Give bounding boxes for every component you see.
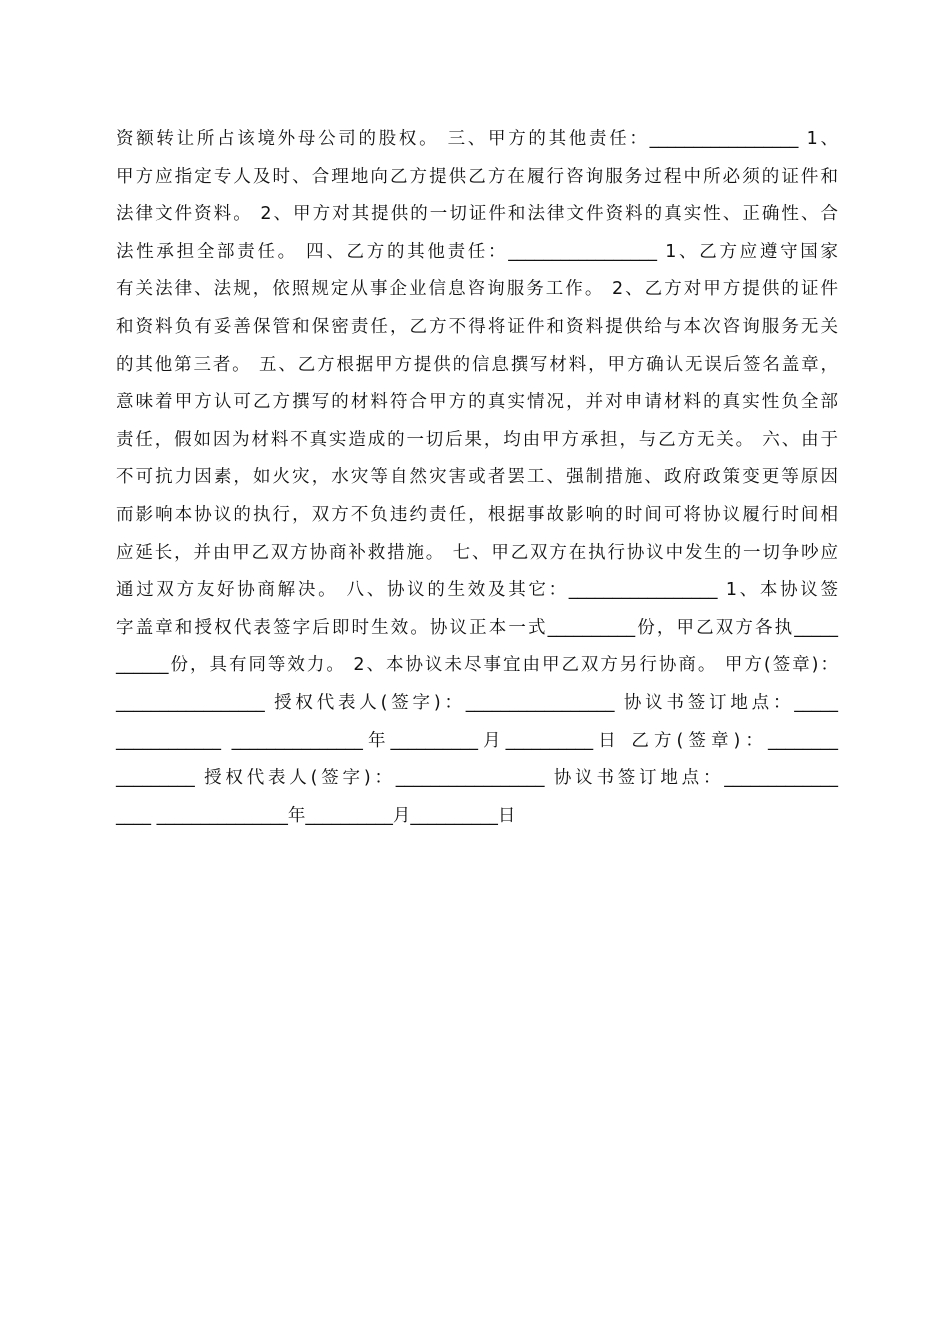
text-line: 法性承担全部责任。 四、乙方的其他责任：_________________ 1、乙方应遵守国家 — [116, 241, 838, 262]
text-line: 和资料负有妥善保管和保密责任，乙方不得将证件和资料提供给与本次咨询服务无关 — [116, 316, 838, 337]
text-line: 而影响本协议的执行，双方不负违约责任，根据事故影响的时间可将协议履行时间相 — [116, 504, 838, 525]
text-line: ______份，具有同等效力。 2、本协议未尽事宜由甲乙双方另行协商。 甲方(签章)： — [116, 655, 838, 676]
document-body — [116, 121, 838, 835]
text-line: 法律文件资料。 2、甲方对其提供的一切证件和法律文件资料的真实性、正确性、合 — [116, 204, 838, 225]
text-line: 通过双方友好协商解决。 八、协议的生效及其它：_________________ 1、本协议签 — [116, 580, 838, 601]
text-line-last: ____ _______________年__________月__________日 — [116, 805, 516, 826]
text-line: 有关法律、法规，依照规定从事企业信息咨询服务工作。 2、乙方对甲方提供的证件 — [116, 279, 838, 300]
text-line: _________________ 授权代表人(签字)：_________________ 协议书签订地点：_____ — [116, 692, 838, 713]
text-line: 意味着甲方认可乙方撰写的材料符合甲方的真实情况，并对申请材料的真实性负全部 — [116, 392, 838, 413]
text-line: _________ 授权代表人(签字)：_________________ 协议书签订地点：_____________ — [116, 768, 838, 789]
text-line: 应延长，并由甲乙双方协商补救措施。 七、甲乙双方在执行协议中发生的一切争吵应 — [116, 542, 838, 563]
text-line: 资额转让所占该境外母公司的股权。 三、甲方的其他责任：_________________ 1、 — [116, 129, 838, 149]
text-line: 的其他第三者。 五、乙方根据甲方提供的信息撰写材料，甲方确认无误后签名盖章， — [116, 354, 838, 375]
text-line: 不可抗力因素，如火灾，水灾等自然灾害或者罢工、强制措施、政府政策变更等原因 — [116, 467, 838, 488]
text-line: 字盖章和授权代表签字后即时生效。协议正本一式__________份，甲乙双方各执_____ — [116, 617, 838, 638]
text-line: ____________ _______________年__________月__________日 乙方(签章)：________ — [116, 730, 838, 751]
text-line: 甲方应指定专人及时、合理地向乙方提供乙方在履行咨询服务过程中所必须的证件和 — [116, 166, 838, 187]
text-line: 责任，假如因为材料不真实造成的一切后果，均由甲方承担，与乙方无关。 六、由于 — [116, 429, 838, 450]
